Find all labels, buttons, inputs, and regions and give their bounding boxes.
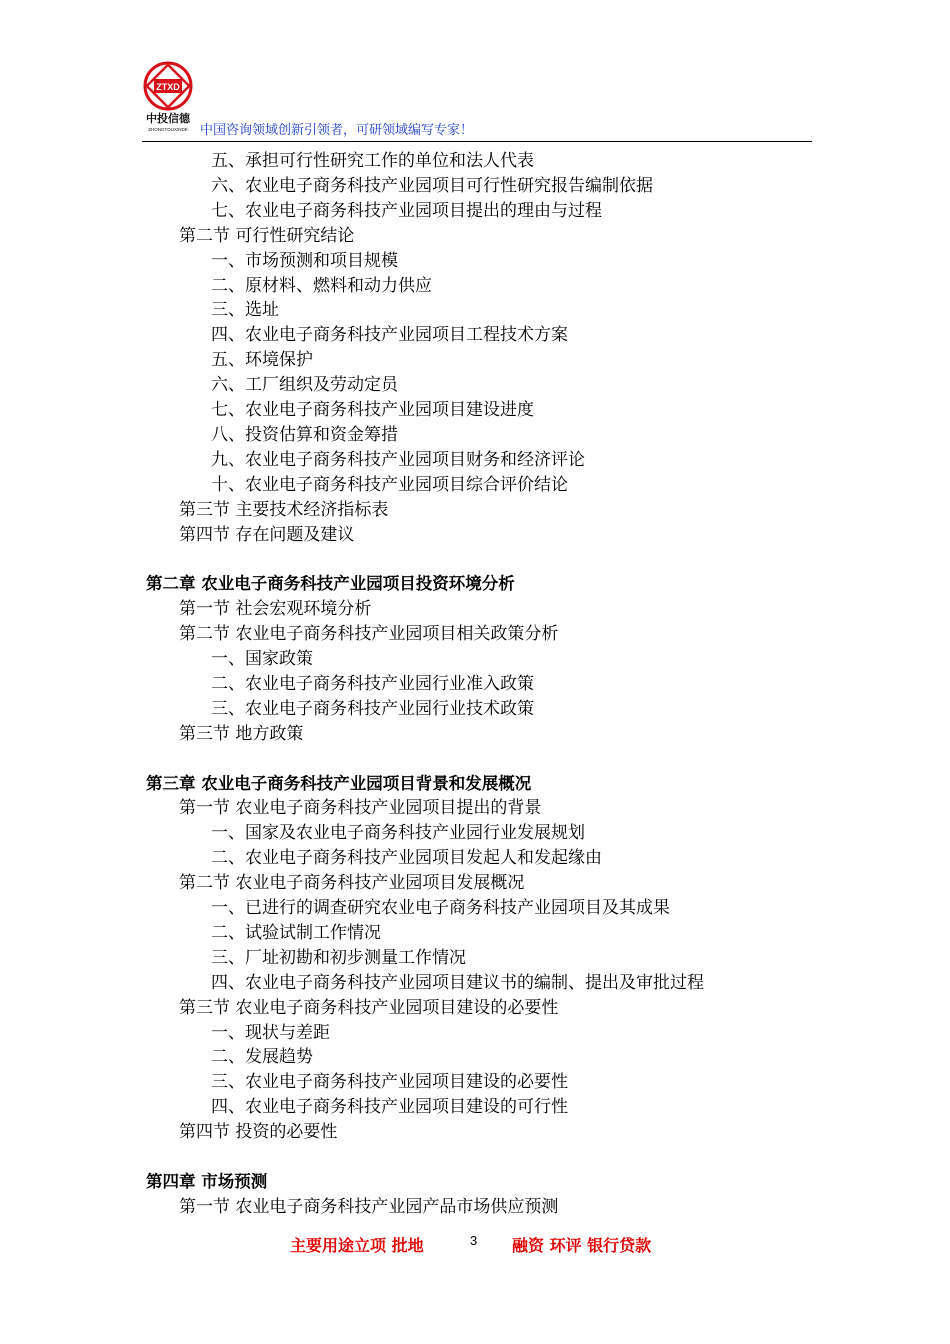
section-heading: 第二节 农业电子商务科技产业园项目相关政策分析 — [179, 624, 559, 645]
section-heading: 第四节 投资的必要性 — [179, 1122, 338, 1143]
subsection-item: 八、投资估算和资金筹措 — [211, 424, 398, 445]
subsection-item: 五、承担可行性研究工作的单位和法人代表 — [211, 151, 534, 171]
chapter-heading: 第三章 农业电子商务科技产业园项目背景和发展概况 — [146, 773, 532, 793]
logo-emblem-icon — [142, 60, 194, 136]
section-heading: 第三节 地方政策 — [179, 723, 304, 744]
subsection-item: 六、农业电子商务科技产业园项目可行性研究报告编制依据 — [211, 175, 653, 196]
subsection-item: 三、厂址初勘和初步测量工作情况 — [211, 947, 466, 968]
section-heading: 第四节 存在问题及建议 — [179, 524, 355, 545]
logo-caption: 中投信德 — [146, 112, 190, 125]
subsection-item: 四、农业电子商务科技产业园项目建议书的编制、提出及审批过程 — [211, 972, 704, 993]
subsection-item: 二、农业电子商务科技产业园行业准入政策 — [211, 673, 534, 694]
page-number: 3 — [470, 1233, 478, 1248]
subsection-item: 五、环境保护 — [211, 350, 313, 371]
subsection-item: 四、农业电子商务科技产业园项目建设的可行性 — [211, 1097, 568, 1118]
logo-caption-en: ZHONGTOUXINDE — [148, 127, 188, 132]
subsection-item: 六、工厂组织及劳动定员 — [211, 375, 398, 396]
header-divider — [142, 141, 812, 142]
subsection-item: 三、农业电子商务科技产业园行业技术政策 — [211, 698, 534, 719]
footer-left-text: 主要用途立项 批地 — [290, 1236, 424, 1255]
section-heading: 第三节 主要技术经济指标表 — [179, 499, 389, 520]
section-heading: 第一节 社会宏观环境分析 — [179, 599, 372, 620]
subsection-item: 二、农业电子商务科技产业园项目发起人和发起缘由 — [211, 848, 602, 869]
subsection-item: 三、选址 — [211, 300, 279, 321]
subsection-item: 十、农业电子商务科技产业园项目综合评价结论 — [211, 474, 568, 495]
subsection-item: 一、国家及农业电子商务科技产业园行业发展规划 — [211, 823, 585, 844]
subsection-item: 三、农业电子商务科技产业园项目建设的必要性 — [211, 1072, 568, 1093]
company-logo — [142, 60, 194, 136]
subsection-item: 二、试验试制工作情况 — [211, 922, 381, 943]
section-heading: 第二节 农业电子商务科技产业园项目发展概况 — [179, 873, 525, 894]
logo-text: ZTXD — [156, 82, 180, 92]
subsection-item: 一、国家政策 — [211, 649, 313, 669]
subsection-item: 七、农业电子商务科技产业园项目提出的理由与过程 — [211, 200, 602, 221]
subsection-item: 一、已进行的调查研究农业电子商务科技产业园项目及其成果 — [211, 898, 670, 918]
section-heading: 第一节 农业电子商务科技产业园项目提出的背景 — [179, 798, 542, 819]
subsection-item: 九、农业电子商务科技产业园项目财务和经济评论 — [211, 449, 585, 470]
subsection-item: 一、现状与差距 — [211, 1022, 330, 1043]
chapter-heading: 第四章 市场预测 — [146, 1171, 268, 1191]
chapter-heading: 第二章 农业电子商务科技产业园项目投资环境分析 — [146, 574, 515, 594]
subsection-item: 四、农业电子商务科技产业园项目工程技术方案 — [211, 325, 568, 346]
subsection-item: 二、原材料、燃料和动力供应 — [211, 275, 432, 296]
subsection-item: 二、发展趋势 — [211, 1047, 313, 1068]
section-heading: 第三节 农业电子商务科技产业园项目建设的必要性 — [179, 997, 559, 1018]
section-heading: 第一节 农业电子商务科技产业园产品市场供应预测 — [179, 1196, 559, 1217]
section-heading: 第二节 可行性研究结论 — [179, 225, 355, 246]
footer-right-text: 融资 环评 银行贷款 — [512, 1236, 652, 1255]
subsection-item: 一、市场预测和项目规模 — [211, 250, 398, 271]
subsection-item: 七、农业电子商务科技产业园项目建设进度 — [211, 400, 534, 420]
header-slogan: 中国咨询领域创新引领者，可研领域编写专家！ — [200, 123, 474, 138]
